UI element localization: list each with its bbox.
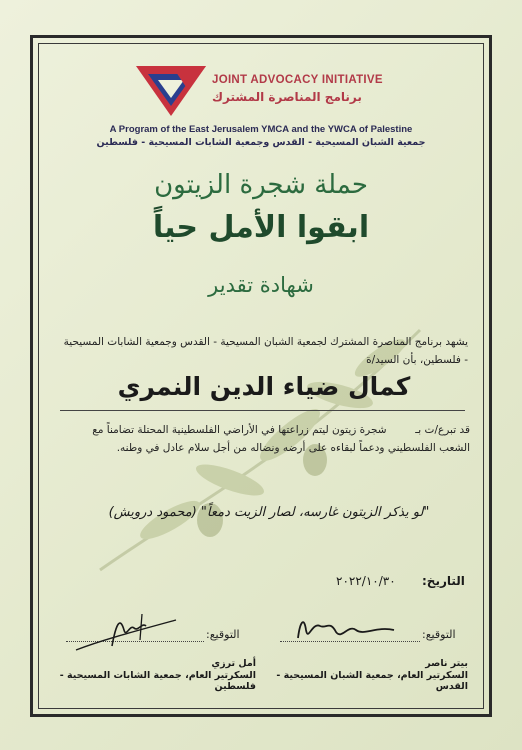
org-name-ar: برنامج المناصرة المشترك (212, 90, 362, 104)
recipient-name: كمال ضياء الدين النمري (117, 372, 411, 401)
signer-left-name: أمل ترزي (211, 658, 256, 669)
date-label: التاريخ: (422, 574, 465, 588)
darwish-quote: "لو يذكر الزيتون غارسه، لصار الزيت دمعاً" (محمود درويش) (108, 505, 430, 520)
program-line-en: A Program of the East Jerusalem YMCA and the YWCA of Palestine (109, 124, 413, 135)
signature-label-right: التوقيع: (422, 628, 456, 641)
date-value: ٢٠٢٢/١٠/٣٠ (336, 574, 396, 588)
name-underline (60, 410, 465, 411)
signer-right-title: السكرتير العام، جمعية الشبان المسيحية - القدس (276, 670, 468, 692)
org-name-en: JOINT ADVOCACY INITIATIVE (212, 74, 383, 86)
signer-right-name: بيتر ناصر (425, 658, 468, 669)
campaign-title: حملة شجرة الزيتون (154, 170, 368, 200)
signature-label-left: التوقيع: (206, 628, 240, 641)
donation-prefix: قد تبرع/ت بـ (415, 424, 470, 436)
slogan-title: ابقوا الأمل حياً (152, 210, 370, 245)
donation-text: زيتون ليتم زراعتها في الأراضي الفلسطينية المحتلة تضامناً مع الشعب الفلسطيني ودعماً لبقاءه على أرضه ونضاله من أجل سلام عادل في وطنه. (92, 424, 470, 454)
donation-statement (60, 421, 470, 457)
jai-logo-icon (132, 60, 210, 120)
signer-left-title: السكرتير العام، جمعية الشابات المسيحية - فلسطين (59, 670, 256, 692)
witness-statement: يشهد برنامج المناصرة المشترك لجمعية الشبان المسيحية - القدس وجمعية الشابات المسيحية - فلسطين، بأن السيد/ة (63, 336, 468, 366)
donation-unit: شجرة (359, 424, 387, 436)
certificate-title: شهادة تقدير (208, 273, 314, 297)
signature-left-icon (72, 610, 182, 656)
program-line-ar: جمعية الشبان المسيحية - القدس وجمعية الشابات المسيحية - فلسطين (96, 137, 426, 148)
signature-right-icon (290, 612, 400, 646)
